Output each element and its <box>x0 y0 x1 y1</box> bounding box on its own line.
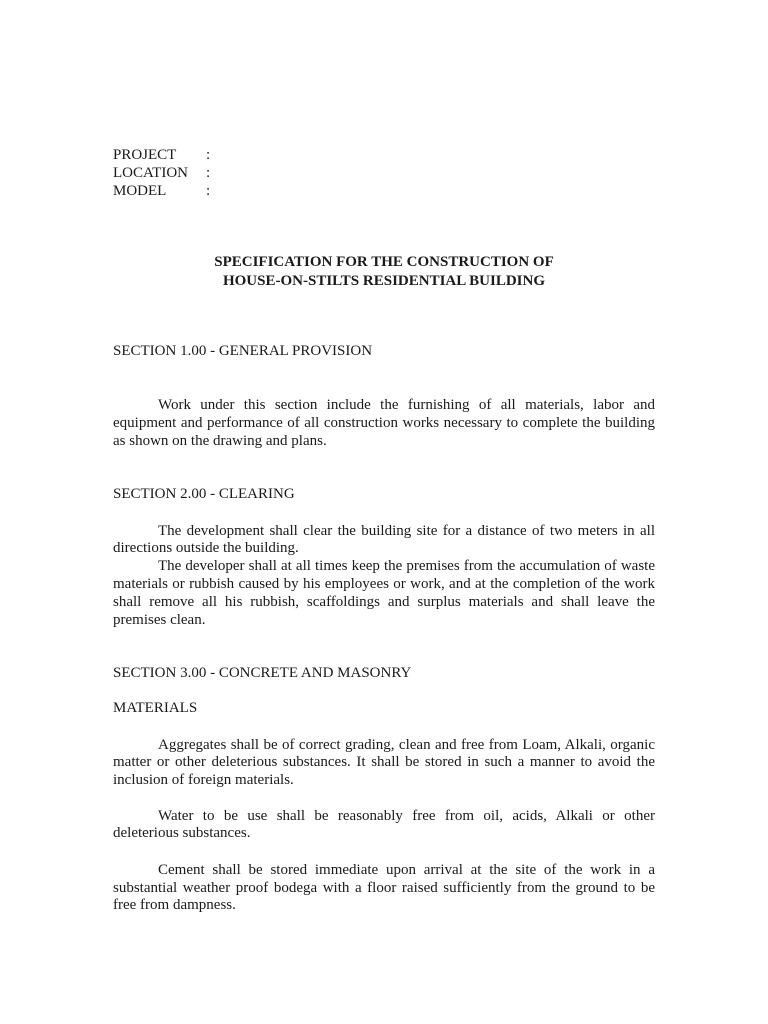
title-line-1: SPECIFICATION FOR THE CONSTRUCTION OF <box>214 254 554 270</box>
paragraph-line: materials or rubbish caused by his employees or work, and at the completion of the work <box>113 576 655 592</box>
section-heading: SECTION 2.00 - CLEARING <box>113 486 295 502</box>
model-label: MODEL <box>113 183 167 199</box>
paragraph-line: deleterious substances. <box>113 825 251 841</box>
title-line-2: HOUSE-ON-STILTS RESIDENTIAL BUILDING <box>222 273 546 289</box>
location-separator: : <box>206 165 211 181</box>
section-heading: SECTION 3.00 - CONCRETE AND MASONRY <box>113 665 412 681</box>
paragraph-line: as shown on the drawing and plans. <box>113 433 327 449</box>
section-subheading: MATERIALS <box>113 700 198 716</box>
project-label: PROJECT <box>113 147 177 163</box>
paragraph-line: Cement shall be stored immediate upon arrival at the site of the work in a <box>158 862 655 878</box>
model-separator: : <box>206 183 211 199</box>
paragraph-line: shall remove all his rubbish, scaffoldings and surplus materials and shall leave the <box>113 594 655 610</box>
paragraph-line: equipment and performance of all construction works necessary to complete the building <box>113 415 655 431</box>
paragraph-line: The development shall clear the building site for a distance of two meters in all <box>158 523 655 539</box>
paragraph-line: substantial weather proof bodega with a floor raised sufficiently from the ground to be <box>113 880 655 896</box>
paragraph-line: matter or other deleterious substances. It shall be stored in such a manner to avoid the <box>113 754 655 770</box>
paragraph-line: The developer shall at all times keep the premises from the accumulation of waste <box>158 558 655 574</box>
project-separator: : <box>206 147 211 163</box>
paragraph-line: inclusion of foreign materials. <box>113 772 294 788</box>
paragraph-line: Water to be use shall be reasonably free from oil, acids, Alkali or other <box>158 808 655 824</box>
paragraph-line: directions outside the building. <box>113 540 299 556</box>
location-label: LOCATION <box>113 165 188 181</box>
paragraph-line: Work under this section include the furnishing of all materials, labor and <box>158 397 655 413</box>
paragraph-line: premises clean. <box>113 612 206 628</box>
section-heading: SECTION 1.00 - GENERAL PROVISION <box>113 343 373 359</box>
paragraph-line: Aggregates shall be of correct grading, clean and free from Loam, Alkali, organic <box>158 737 655 753</box>
paragraph-line: free from dampness. <box>113 897 236 913</box>
